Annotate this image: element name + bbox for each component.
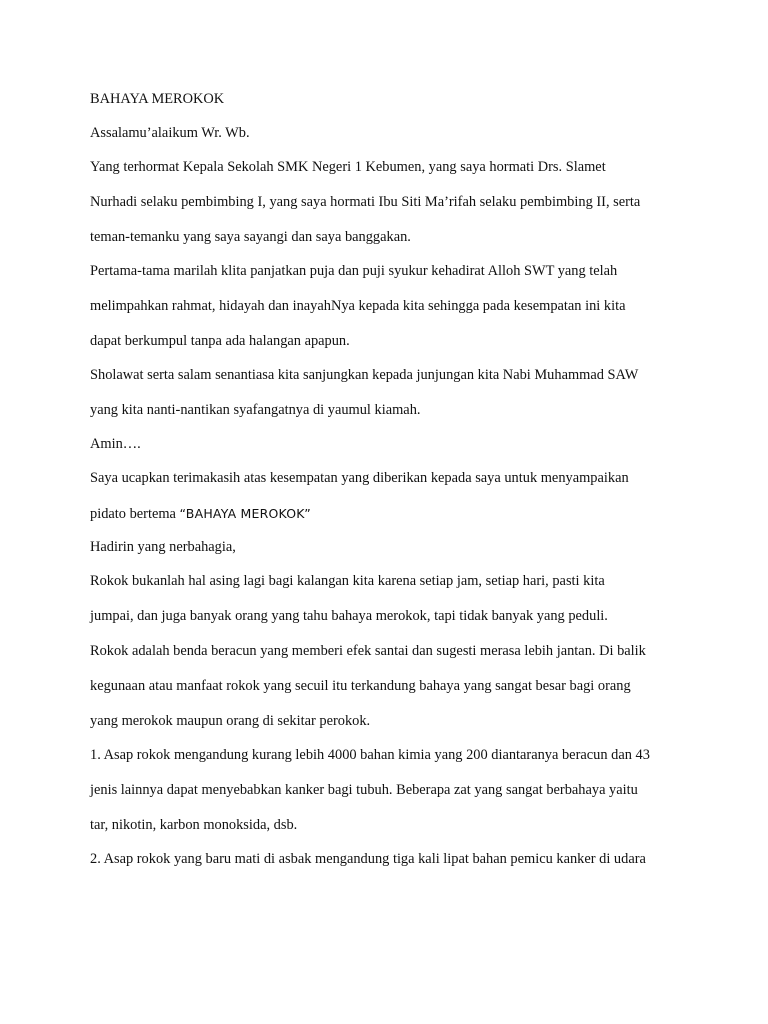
text-line: Rokok bukanlah hal asing lagi bagi kalangan kita karena setiap jam, setiap hari, pasti kita [90, 573, 605, 589]
text-line: melimpahkan rahmat, hidayah dan inayahNya kepada kita sehingga pada kesempatan ini kita [90, 298, 626, 314]
greeting: Assalamu’alaikum Wr. Wb. [90, 125, 250, 141]
text-line: Pertama-tama marilah klita panjatkan puja dan puji syukur kehadirat Alloh SWT yang telah [90, 263, 618, 279]
text-line: 1. Asap rokok mengandung kurang lebih 4000 bahan kimia yang 200 diantaranya beracun dan 43 [90, 747, 650, 763]
text-line: Nurhadi selaku pembimbing I, yang saya hormati Ibu Siti Ma’rifah selaku pembimbing II, serta [90, 194, 641, 210]
text-line: Rokok adalah benda beracun yang memberi efek santai dan sugesti merasa lebih jantan. Di balik [90, 643, 646, 659]
text-line: yang kita nanti-nantikan syafangatnya di yaumul kiamah. [90, 402, 421, 418]
text-line: teman-temanku yang saya sayangi dan saya banggakan. [90, 229, 411, 245]
text-line: yang merokok maupun orang di sekitar perokok. [90, 713, 371, 729]
text-segment: pidato bertema [90, 506, 180, 522]
text-line: Sholawat serta salam senantiasa kita sanjungkan kepada junjungan kita Nabi Muhammad SAW [90, 367, 639, 383]
document-body [90, 88, 690, 871]
text-line: 2. Asap rokok yang baru mati di asbak mengandung tiga kali lipat bahan pemicu kanker di udara [90, 851, 646, 867]
text-line: Yang terhormat Kepala Sekolah SMK Negeri 1 Kebumen, yang saya hormati Drs. Slamet [90, 159, 606, 175]
text-line: Hadirin yang nerbahagia, [90, 539, 236, 555]
text-line: jenis lainnya dapat menyebabkan kanker bagi tubuh. Beberapa zat yang sangat berbahaya yaitu [90, 782, 638, 798]
text-line-mixed [90, 502, 690, 525]
text-line: kegunaan atau manfaat rokok yang secuil itu terkandung bahaya yang sangat besar bagi orang [90, 678, 631, 694]
text-line: dapat berkumpul tanpa ada halangan apapun. [90, 333, 350, 349]
text-line: tar, nikotin, karbon monoksida, dsb. [90, 817, 298, 833]
text-line: jumpai, dan juga banyak orang yang tahu bahaya merokok, tapi tidak banyak yang peduli. [90, 608, 608, 624]
text-line: Saya ucapkan terimakasih atas kesempatan yang diberikan kepada saya untuk menyampaikan [90, 470, 629, 486]
text-line: Amin…. [90, 436, 141, 452]
document-title: BAHAYA MEROKOK [90, 91, 225, 107]
speech-theme: “BAHAYA MEROKOK” [179, 506, 311, 521]
